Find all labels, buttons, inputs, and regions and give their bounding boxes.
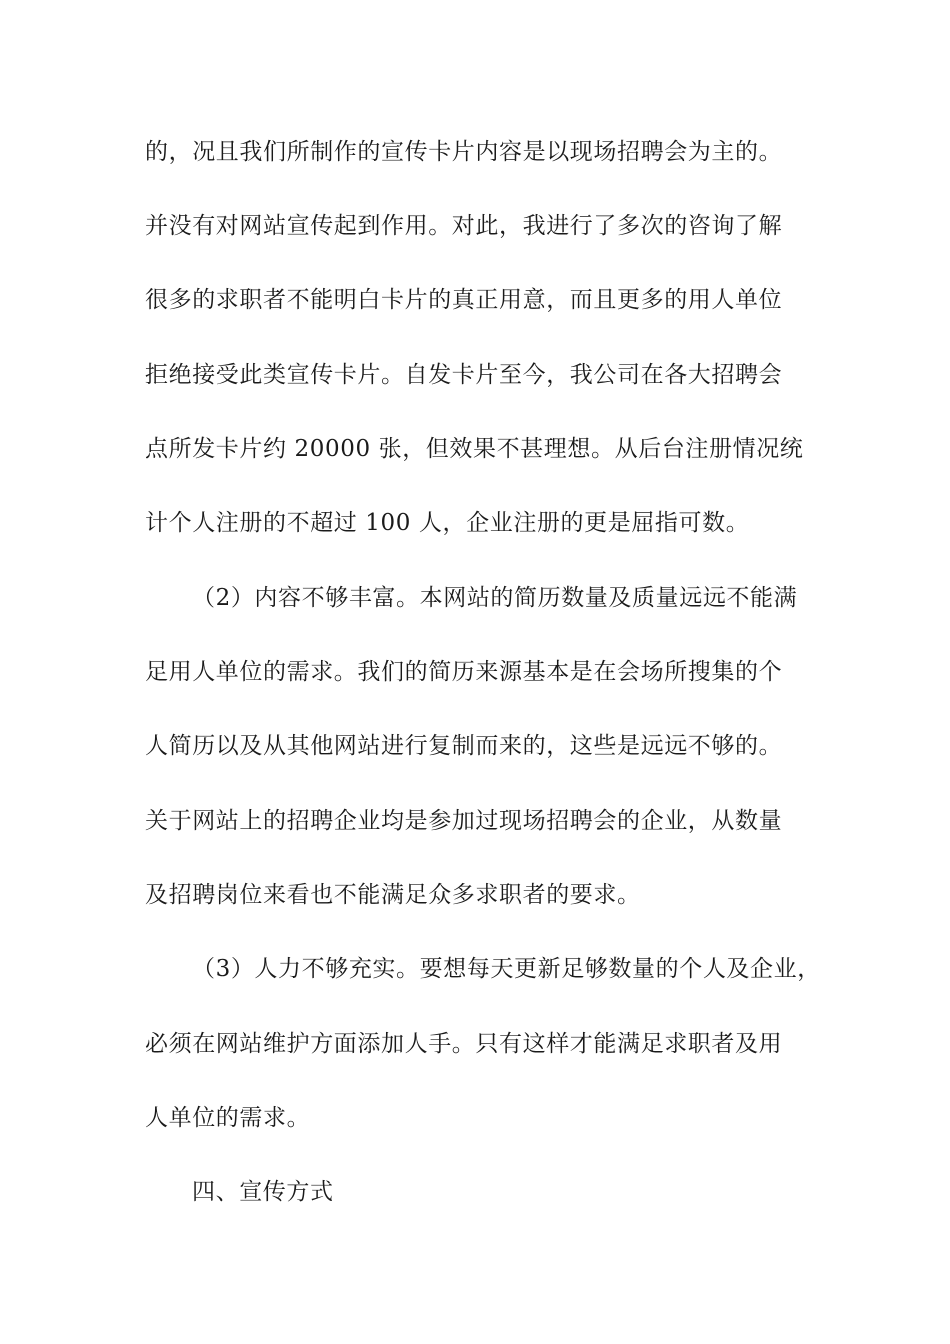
text-line: 人简历以及从其他网站进行复制而来的，这些是远远不够的。 — [145, 733, 783, 759]
text-line: 计个人注册的不超过 100 人，企业注册的更是屈指可数。 — [145, 510, 750, 536]
text-line: 人单位的需求。 — [145, 1105, 311, 1131]
text-line: 足用人单位的需求。我们的简历来源基本是在会场所搜集的个 — [145, 659, 783, 685]
text-line: 并没有对网站宣传起到作用。对此，我进行了多次的咨询了解 — [145, 213, 783, 239]
text-line: 关于网站上的招聘企业均是参加过现场招聘会的企业，从数量 — [145, 808, 783, 834]
text-line: 及招聘岗位来看也不能满足众多求职者的要求。 — [145, 882, 641, 908]
paragraph-2-start: （2）内容不够丰富。本网站的简历数量及质量远远不能满 — [192, 585, 798, 611]
paragraph-3-start: （3）人力不够充实。要想每天更新足够数量的个人及企业， — [192, 956, 821, 982]
section-heading: 四、宣传方式 — [192, 1179, 334, 1205]
text-line: 必须在网站维护方面添加人手。只有这样才能满足求职者及用 — [145, 1031, 783, 1057]
text-line: 的，况且我们所制作的宣传卡片内容是以现场招聘会为主的。 — [145, 139, 783, 165]
text-line: 拒绝接受此类宣传卡片。自发卡片至今，我公司在各大招聘会 — [145, 362, 783, 388]
text-line: 点所发卡片约 20000 张，但效果不甚理想。从后台注册情况统 — [145, 436, 804, 462]
text-line: 很多的求职者不能明白卡片的真正用意，而且更多的用人单位 — [145, 287, 783, 313]
